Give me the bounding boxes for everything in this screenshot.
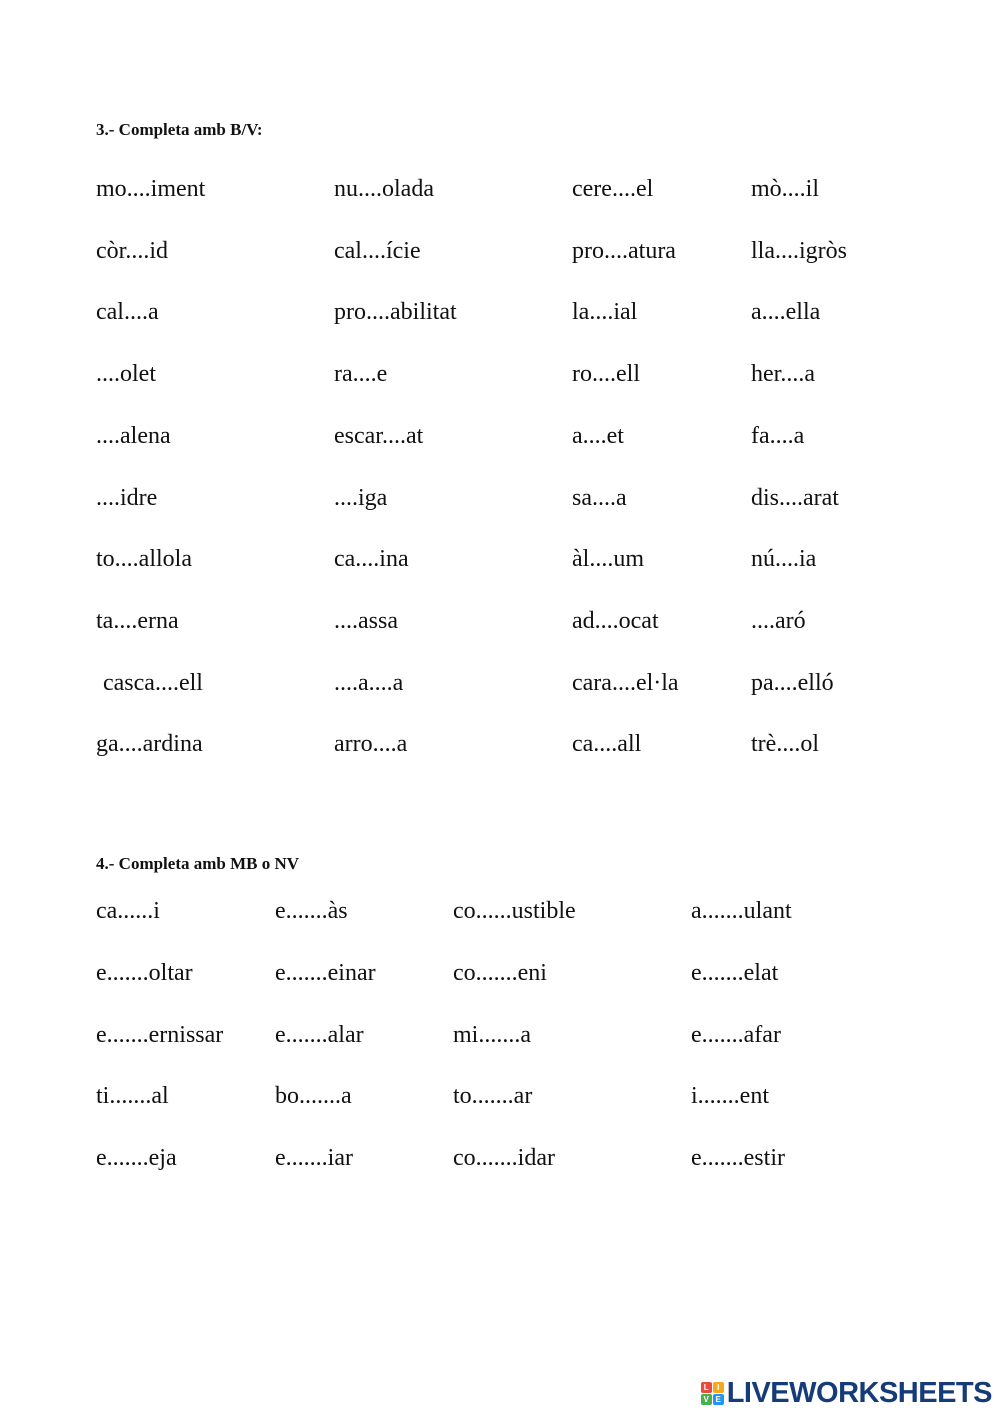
fill-word: fa....a [751, 422, 805, 449]
fill-word: cal....ície [334, 237, 421, 264]
fill-word: nú....ia [751, 546, 817, 573]
fill-word: e.......eja [96, 1145, 177, 1172]
fill-word: her....a [751, 361, 815, 388]
fill-word: e.......alar [275, 1021, 364, 1048]
fill-word: ga....ardina [96, 731, 203, 758]
fill-word: mò....il [751, 176, 820, 202]
fill-word: e.......oltar [96, 959, 193, 986]
fill-word: co......ustible [453, 898, 576, 924]
fill-word: to....allola [96, 546, 192, 573]
fill-word: ....iga [334, 484, 388, 511]
fill-word: ....olet [96, 361, 156, 388]
fill-word: i.......ent [691, 1083, 769, 1110]
fill-word: e.......afar [691, 1021, 781, 1048]
liveworksheets-wordmark: LIVEWORKSHEETS [726, 1376, 992, 1409]
fill-word: e.......einar [275, 959, 376, 986]
fill-word: ca......i [96, 898, 160, 924]
logo-mark-tile: L [701, 1382, 712, 1393]
logo-mark-tile: V [701, 1394, 712, 1405]
fill-word: to.......ar [453, 1083, 533, 1110]
fill-word: e.......iar [275, 1145, 353, 1172]
fill-word: ....alena [96, 422, 171, 449]
fill-word: ....idre [96, 484, 158, 511]
liveworksheets-logo-icon [701, 1382, 724, 1405]
fill-word: àl....um [572, 546, 644, 573]
fill-word: cere....el [572, 176, 654, 202]
fill-word: ....assa [334, 607, 398, 634]
fill-word: escar....at [334, 422, 424, 449]
fill-word: casca....ell [103, 669, 203, 696]
fill-word: ta....erna [96, 607, 179, 634]
fill-word: ad....ocat [572, 607, 659, 634]
fill-word: cal....a [96, 299, 159, 326]
fill-word: a.......ulant [691, 898, 792, 924]
fill-word: e.......elat [691, 959, 779, 986]
fill-word: ....a....a [334, 669, 404, 696]
fill-word: bo.......a [275, 1083, 352, 1110]
fill-word: ca....all [572, 731, 642, 758]
fill-word: e.......ernissar [96, 1021, 224, 1048]
fill-word: arro....a [334, 731, 408, 758]
fill-word: a....et [572, 422, 624, 449]
fill-word: a....ella [751, 299, 821, 326]
fill-word: mi.......a [453, 1021, 531, 1048]
fill-word: trè....ol [751, 731, 819, 758]
section-3-title: 3.- Completa amb B/V: [96, 120, 263, 139]
fill-word: ro....ell [572, 361, 640, 388]
fill-word: co.......eni [453, 959, 547, 986]
fill-word: còr....id [96, 237, 168, 264]
fill-word: nu....olada [334, 176, 434, 202]
logo-mark-tile: E [713, 1394, 724, 1405]
fill-word: sa....a [572, 484, 627, 511]
fill-word: dis....arat [751, 484, 839, 511]
fill-word: la....ial [572, 299, 638, 326]
fill-word: ti.......al [96, 1083, 169, 1110]
section-4-title: 4.- Completa amb MB o NV [96, 854, 300, 873]
fill-word: cara....el·la [572, 669, 679, 696]
fill-word: ra....e [334, 361, 388, 388]
fill-word: ....aró [751, 607, 806, 634]
fill-word: pa....elló [751, 669, 834, 696]
fill-word: ca....ina [334, 546, 409, 573]
fill-word: pro....abilitat [334, 299, 457, 326]
fill-word: e.......estir [691, 1145, 785, 1172]
fill-word: pro....atura [572, 237, 676, 264]
fill-word: mo....iment [96, 176, 206, 202]
fill-word: e.......às [275, 898, 348, 924]
liveworksheets-logo [701, 1377, 992, 1409]
logo-mark-tile: I [713, 1382, 724, 1393]
fill-word: lla....igròs [751, 237, 847, 264]
fill-word: co.......idar [453, 1145, 555, 1172]
